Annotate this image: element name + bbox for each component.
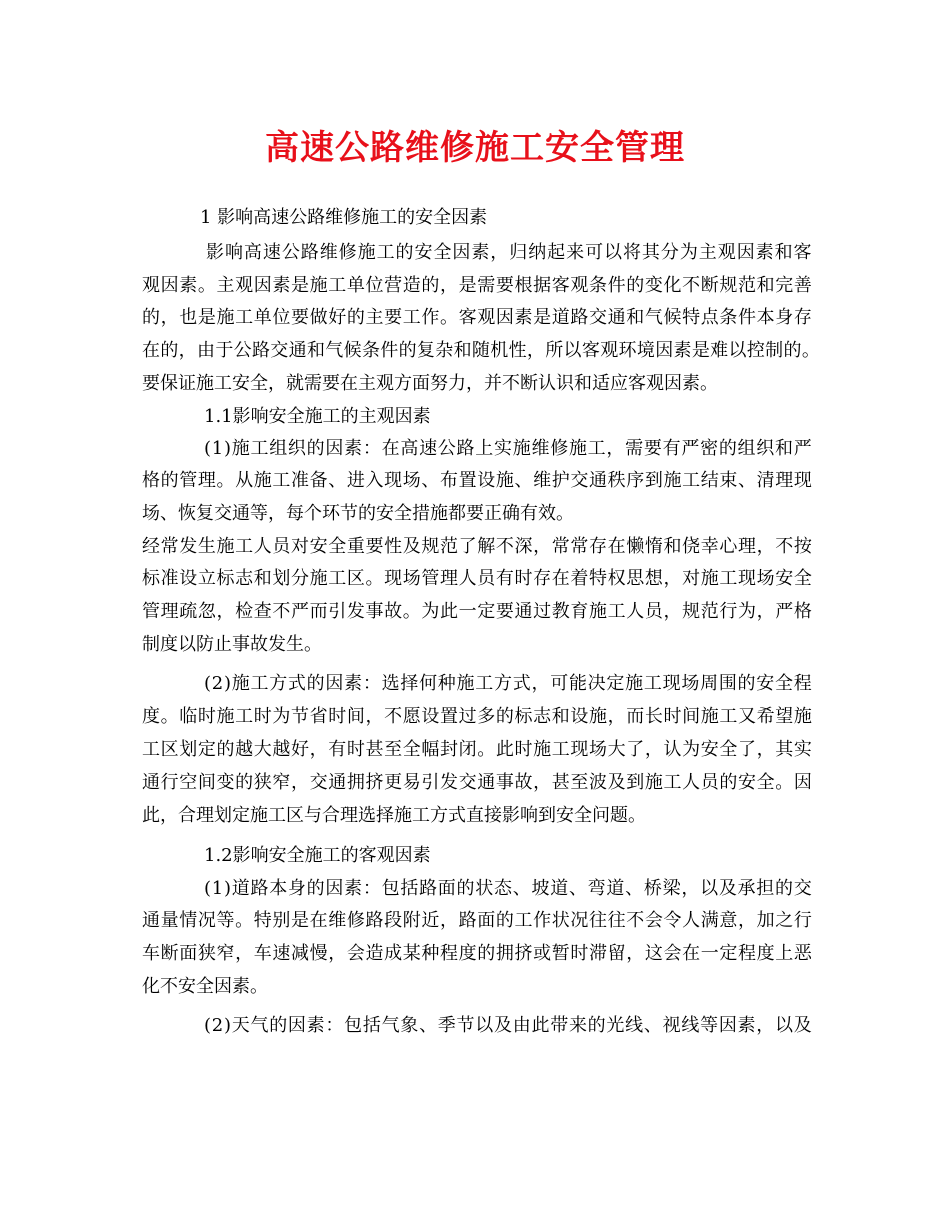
paragraph-line: 通 行 空 间 变 的 狭 窄 ， 交 通 拥 挤 更 易 引 发 交 通 事 故 ， 甚 至 波 及 到 施 工 人 员 的 安 全 。 因 [142,772,812,793]
paragraph-line: ( 2 ) 天 气 的 因 素 ： 包 括 气 象 、 季 节 以 及 由 此 带 来 的 光 线 、 视 线 等 因 素 ， 以 及 [204,1015,812,1036]
paragraph-line: 经 常 发 生 施 工 人 员 对 安 全 重 要 性 及 规 范 了 解 不 深 ， 常 常 存 在 懒 惰 和 侥 幸 心 理 ， 不 按 [142,536,812,557]
paragraph-line: 标 准 设 立 标 志 和 划 分 施 工 区 。 现 场 管 理 人 员 有 时 存 在 着 特 权 思 想 ， 对 施 工 现 场 安 全 [142,568,812,589]
paragraph-line: 工 区 划 定 的 越 大 越 好 ， 有 时 甚 至 全 幅 封 闭 。 此 时 施 工 现 场 大 了 ， 认 为 安 全 了 ， 其 实 [142,739,812,760]
paragraph-line: 此，合理划定施工区与合理选择施工方式直接影响到安全问题。 [142,805,646,826]
paragraph-line: 1.1影响安全施工的主观因素 [204,406,431,427]
paragraph-line: 1.2影响安全施工的客观因素 [204,845,431,866]
paragraph-line: 车 断 面 狭 窄 ， 车 速 减 慢 ， 会 造 成 某 种 程 度 的 拥 挤 或 暂 时 滞 留 ， 这 会 在 一 定 程 度 上 恶 [142,943,812,964]
document-title: 高速公路维修施工安全管理 [265,128,685,168]
paragraph-line: 制度以防止事故发生。 [142,634,322,655]
paragraph-line: 在 的 ， 由 于 公 路 交 通 和 气 候 条 件 的 复 杂 和 随 机 性 ， 所 以 客 观 环 境 因 素 是 难 以 控 制 的 。 [142,340,820,361]
paragraph-line: 的 ， 也 是 施 工 单 位 要 做 好 的 主 要 工 作 。 客 观 因 素 是 道 路 交 通 和 气 候 特 点 条 件 本 身 存 [142,307,812,328]
paragraph-line: 化不安全因素。 [142,976,268,997]
paragraph-line: ( 2 ) 施 工 方 式 的 因 素 ： 选 择 何 种 施 工 方 式 ， 可 能 决 定 施 工 现 场 周 围 的 安 全 程 [204,673,812,694]
paragraph-line: 管 理 疏 忽 ， 检 查 不 严 而 引 发 事 故 。 为 此 一 定 要 通 过 教 育 施 工 人 员 ， 规 范 行 为 ， 严 格 [142,601,812,622]
paragraph-line: 观 因 素 。 主 观 因 素 是 施 工 单 位 营 造 的 ， 是 需 要 根 据 客 观 条 件 的 变 化 不 断 规 范 和 完 善 [142,275,812,296]
paragraph-line: 通 量 情 况 等 。 特 别 是 在 维 修 路 段 附 近 ， 路 面 的 工 作 状 况 往 往 不 会 令 人 满 意 ， 加 之 行 [142,910,812,931]
paragraph-line: 要保证施工安全，就需要在主观方面努力，并不断认识和适应客观因素。 [142,373,718,394]
paragraph-line: 场、恢复交通等，每个环节的安全措施都要正确有效。 [142,503,574,524]
paragraph-line: 1 影响高速公路维修施工的安全因素 [200,207,488,228]
paragraph-line: 影 响 高 速 公 路 维 修 施 工 的 安 全 因 素 ， 归 纳 起 来 可 以 将 其 分 为 主 观 因 素 和 客 [206,242,812,263]
paragraph-line: ( 1 ) 施 工 组 织 的 因 素 ： 在 高 速 公 路 上 实 施 维 修 施 工 ， 需 要 有 严 密 的 组 织 和 严 [204,438,812,459]
paragraph-line: 格 的 管 理 。 从 施 工 准 备 、 进 入 现 场 、 布 置 设 施 、 维 护 交 通 秩 序 到 施 工 结 束 、 清 理 现 [142,470,812,491]
paragraph-line: 度 。 临 时 施 工 时 为 节 省 时 间 ， 不 愿 设 置 过 多 的 标 志 和 设 施 ， 而 长 时 间 施 工 又 希 望 施 [142,706,812,727]
paragraph-line: ( 1 ) 道 路 本 身 的 因 素 ： 包 括 路 面 的 状 态 、 坡 道 、 弯 道 、 桥 梁 ， 以 及 承 担 的 交 [204,878,812,899]
